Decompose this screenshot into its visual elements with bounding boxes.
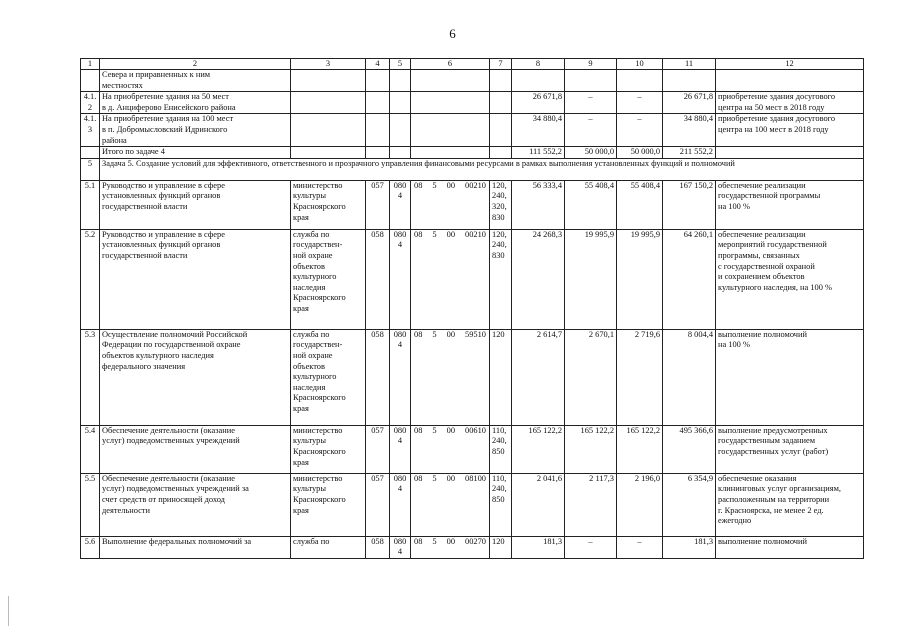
measure-name: На приобретение здания на 50 мест в д. Анциферово Енисейского района xyxy=(100,92,291,114)
expected-result: обеспечение реализации мероприятий государственной программы, связанных с государственной охраной и сохранением объектов культурного наследия, на 100 % xyxy=(716,229,864,329)
amount-year-3: 2 719,6 xyxy=(617,329,663,425)
budget-code-part: 59510 xyxy=(465,329,486,339)
budget-code-part: 08 xyxy=(414,536,423,546)
responsible-org: министерство культуры Красноярского края xyxy=(291,180,366,229)
rzpr-code: 0804 xyxy=(390,473,411,536)
task-header-row xyxy=(81,158,864,180)
column-number: 11 xyxy=(663,59,716,70)
budget-code-part: 08 xyxy=(414,229,423,239)
item-number: 5.5 xyxy=(81,473,100,536)
grbs-code xyxy=(366,92,390,114)
item-number: 4.1.3 xyxy=(81,114,100,147)
amount-year-1: 56 333,4 xyxy=(512,180,565,229)
amount-total: 211 552,2 xyxy=(663,147,716,159)
budget-code-part: 5 xyxy=(432,425,437,435)
column-number: 12 xyxy=(716,59,864,70)
budget-code-part: 08 xyxy=(414,425,423,435)
rzpr-code: 0804 xyxy=(390,229,411,329)
rzpr-code: 0804 xyxy=(390,329,411,425)
budget-code xyxy=(413,474,487,485)
responsible-org: служба по государствен- ной охране объектов культурного наследия Красноярского края xyxy=(291,329,366,425)
item-number: 5.6 xyxy=(81,536,100,558)
budget-code-part: 00270 xyxy=(465,536,486,546)
amount-year-3: 55 408,4 xyxy=(617,180,663,229)
budget-code-part: 08 xyxy=(414,473,423,483)
budget-code-cell xyxy=(411,70,490,92)
measure-name: Обеспечение деятельности (оказание услуг) подведомственных учреждений xyxy=(100,425,291,473)
amount-total: 6 354,9 xyxy=(663,473,716,536)
expense-type-code xyxy=(490,70,512,92)
budget-code xyxy=(413,330,487,341)
column-number: 6 xyxy=(411,59,490,70)
amount-year-3: – xyxy=(617,114,663,147)
rzpr-code xyxy=(390,147,411,159)
column-number: 5 xyxy=(390,59,411,70)
amount-year-2: – xyxy=(565,114,617,147)
budget-code-part: 08 xyxy=(414,329,423,339)
amount-year-3: 50 000,0 xyxy=(617,147,663,159)
amount-year-3: 19 995,9 xyxy=(617,229,663,329)
budget-code-part: 5 xyxy=(432,180,437,190)
measure-name: Обеспечение деятельности (оказание услуг) подведомственных учреждений за счет средств от приносящей доход деятельности xyxy=(100,473,291,536)
budget-code-part: 08100 xyxy=(465,473,486,483)
amount-total: 181,3 xyxy=(663,536,716,558)
rzpr-code xyxy=(390,92,411,114)
responsible-org: министерство культуры Красноярского края xyxy=(291,473,366,536)
budget-code-cell xyxy=(411,114,490,147)
responsible-org: служба по xyxy=(291,536,366,558)
column-number-row xyxy=(81,59,864,70)
amount-year-1 xyxy=(512,70,565,92)
amount-year-2: – xyxy=(565,92,617,114)
expense-type-code: 120, 240, 830 xyxy=(490,229,512,329)
budget-code-part: 5 xyxy=(432,473,437,483)
budget-code-part: 00610 xyxy=(465,425,486,435)
column-number: 3 xyxy=(291,59,366,70)
amount-year-3: 165 122,2 xyxy=(617,425,663,473)
amount-year-3: – xyxy=(617,92,663,114)
amount-total xyxy=(663,70,716,92)
budget-code xyxy=(413,537,487,548)
grbs-code: 058 xyxy=(366,229,390,329)
expense-type-code: 110, 240, 850 xyxy=(490,425,512,473)
budget-code xyxy=(413,181,487,192)
task-title: Задача 5. Создание условий для эффективного, ответственного и прозрачного управления финансовыми ресурсами в рамках выполнения установленных функций и полномочий xyxy=(100,158,864,180)
item-number: 5.3 xyxy=(81,329,100,425)
responsible-org xyxy=(291,114,366,147)
expected-result: обеспечение реализации государственной программы на 100 % xyxy=(716,180,864,229)
table-row xyxy=(81,70,864,92)
expected-result xyxy=(716,147,864,159)
item-number: 5.2 xyxy=(81,229,100,329)
budget-code-part: 00210 xyxy=(465,180,486,190)
measure-name: Руководство и управление в сфере установленных функций органов государственной власти xyxy=(100,229,291,329)
measure-name: Итого по задаче 4 xyxy=(100,147,291,159)
amount-year-1: 26 671,8 xyxy=(512,92,565,114)
rzpr-code xyxy=(390,114,411,147)
table-row xyxy=(81,180,864,229)
page-number: 6 xyxy=(449,26,456,41)
amount-year-3: 2 196,0 xyxy=(617,473,663,536)
amount-year-2: 55 408,4 xyxy=(565,180,617,229)
expense-type-code xyxy=(490,147,512,159)
grbs-code: 058 xyxy=(366,536,390,558)
budget-code-cell xyxy=(411,473,490,536)
budget-code-part: 00 xyxy=(446,329,455,339)
table-row xyxy=(81,147,864,159)
budget-code-cell xyxy=(411,536,490,558)
amount-total: 64 260,1 xyxy=(663,229,716,329)
budget-code-part: 00 xyxy=(446,425,455,435)
program-measures-table xyxy=(80,58,864,559)
scan-edge-mark xyxy=(8,596,9,626)
table-row xyxy=(81,536,864,558)
table-row xyxy=(81,229,864,329)
expected-result: обеспечение оказания клининговых услуг организациям, расположенным на территории г. Красноярска, не менее 2 ед. ежегодно xyxy=(716,473,864,536)
grbs-code: 057 xyxy=(366,180,390,229)
grbs-code xyxy=(366,70,390,92)
expense-type-code: 120 xyxy=(490,536,512,558)
amount-year-1: 165 122,2 xyxy=(512,425,565,473)
budget-code-part: 00 xyxy=(446,536,455,546)
table-row xyxy=(81,114,864,147)
budget-code-part: 00210 xyxy=(465,229,486,239)
grbs-code: 058 xyxy=(366,329,390,425)
measure-name: Осуществление полномочий Российской Федерации по государственной охране объектов культурного наследия федерального значения xyxy=(100,329,291,425)
column-number: 1 xyxy=(81,59,100,70)
item-number: 4.1.2 xyxy=(81,92,100,114)
amount-year-2 xyxy=(565,70,617,92)
expense-type-code: 120 xyxy=(490,329,512,425)
budget-code-cell xyxy=(411,180,490,229)
table-row xyxy=(81,425,864,473)
responsible-org xyxy=(291,147,366,159)
expected-result: выполнение предусмотренных государственным заданием государственных услуг (работ) xyxy=(716,425,864,473)
amount-year-2: – xyxy=(565,536,617,558)
budget-code xyxy=(413,230,487,241)
amount-total: 495 366,6 xyxy=(663,425,716,473)
amount-year-1: 2 041,6 xyxy=(512,473,565,536)
table-row xyxy=(81,329,864,425)
amount-year-2: 50 000,0 xyxy=(565,147,617,159)
expected-result: приобретение здания досугового центра на 100 мест в 2018 году xyxy=(716,114,864,147)
budget-code-cell xyxy=(411,92,490,114)
budget-code-cell xyxy=(411,425,490,473)
item-number: 5.4 xyxy=(81,425,100,473)
budget-code-part: 5 xyxy=(432,229,437,239)
amount-total: 167 150,2 xyxy=(663,180,716,229)
measure-name: На приобретение здания на 100 мест в п. Добромысловский Идринского района xyxy=(100,114,291,147)
amount-year-1: 2 614,7 xyxy=(512,329,565,425)
measure-name: Руководство и управление в сфере установленных функций органов государственной власти xyxy=(100,180,291,229)
amount-year-1: 34 880,4 xyxy=(512,114,565,147)
column-number: 7 xyxy=(490,59,512,70)
expense-type-code: 110, 240, 850 xyxy=(490,473,512,536)
column-number: 4 xyxy=(366,59,390,70)
column-number: 8 xyxy=(512,59,565,70)
budget-code-part: 5 xyxy=(432,329,437,339)
column-number: 10 xyxy=(617,59,663,70)
amount-year-2: 2 117,3 xyxy=(565,473,617,536)
amount-year-3 xyxy=(617,70,663,92)
budget-code-part: 00 xyxy=(446,229,455,239)
table-row xyxy=(81,92,864,114)
responsible-org xyxy=(291,92,366,114)
rzpr-code: 0804 xyxy=(390,425,411,473)
budget-code-part: 00 xyxy=(446,473,455,483)
item-number xyxy=(81,147,100,159)
amount-total: 34 880,4 xyxy=(663,114,716,147)
responsible-org: служба по государствен- ной охране объектов культурного наследия Красноярского края xyxy=(291,229,366,329)
expense-type-code: 120, 240, 320, 830 xyxy=(490,180,512,229)
budget-code-part: 00 xyxy=(446,180,455,190)
rzpr-code: 0804 xyxy=(390,536,411,558)
budget-code-part: 08 xyxy=(414,180,423,190)
budget-code-cell xyxy=(411,329,490,425)
responsible-org xyxy=(291,70,366,92)
amount-total: 26 671,8 xyxy=(663,92,716,114)
expense-type-code xyxy=(490,92,512,114)
amount-year-3: – xyxy=(617,536,663,558)
column-number: 9 xyxy=(565,59,617,70)
measure-name: Севера и приравненных к ним местностях xyxy=(100,70,291,92)
column-number: 2 xyxy=(100,59,291,70)
amount-year-1: 24 268,3 xyxy=(512,229,565,329)
budget-code-cell xyxy=(411,147,490,159)
item-number xyxy=(81,70,100,92)
budget-code xyxy=(413,426,487,437)
amount-year-1: 181,3 xyxy=(512,536,565,558)
item-number: 5.1 xyxy=(81,180,100,229)
grbs-code xyxy=(366,114,390,147)
budget-code-part: 5 xyxy=(432,536,437,546)
amount-total: 8 004,4 xyxy=(663,329,716,425)
grbs-code: 057 xyxy=(366,425,390,473)
measure-name: Выполнение федеральных полномочий за xyxy=(100,536,291,558)
expected-result: выполнение полномочий xyxy=(716,536,864,558)
amount-year-2: 19 995,9 xyxy=(565,229,617,329)
grbs-code: 057 xyxy=(366,473,390,536)
rzpr-code: 0804 xyxy=(390,180,411,229)
budget-code-cell xyxy=(411,229,490,329)
expense-type-code xyxy=(490,114,512,147)
amount-year-2: 2 670,1 xyxy=(565,329,617,425)
amount-year-2: 165 122,2 xyxy=(565,425,617,473)
task-number: 5 xyxy=(81,158,100,180)
rzpr-code xyxy=(390,70,411,92)
table-row xyxy=(81,473,864,536)
expected-result xyxy=(716,70,864,92)
grbs-code xyxy=(366,147,390,159)
expected-result: приобретение здания досугового центра на 50 мест в 2018 году xyxy=(716,92,864,114)
responsible-org: министерство культуры Красноярского края xyxy=(291,425,366,473)
amount-year-1: 111 552,2 xyxy=(512,147,565,159)
expected-result: выполнение полномочий на 100 % xyxy=(716,329,864,425)
